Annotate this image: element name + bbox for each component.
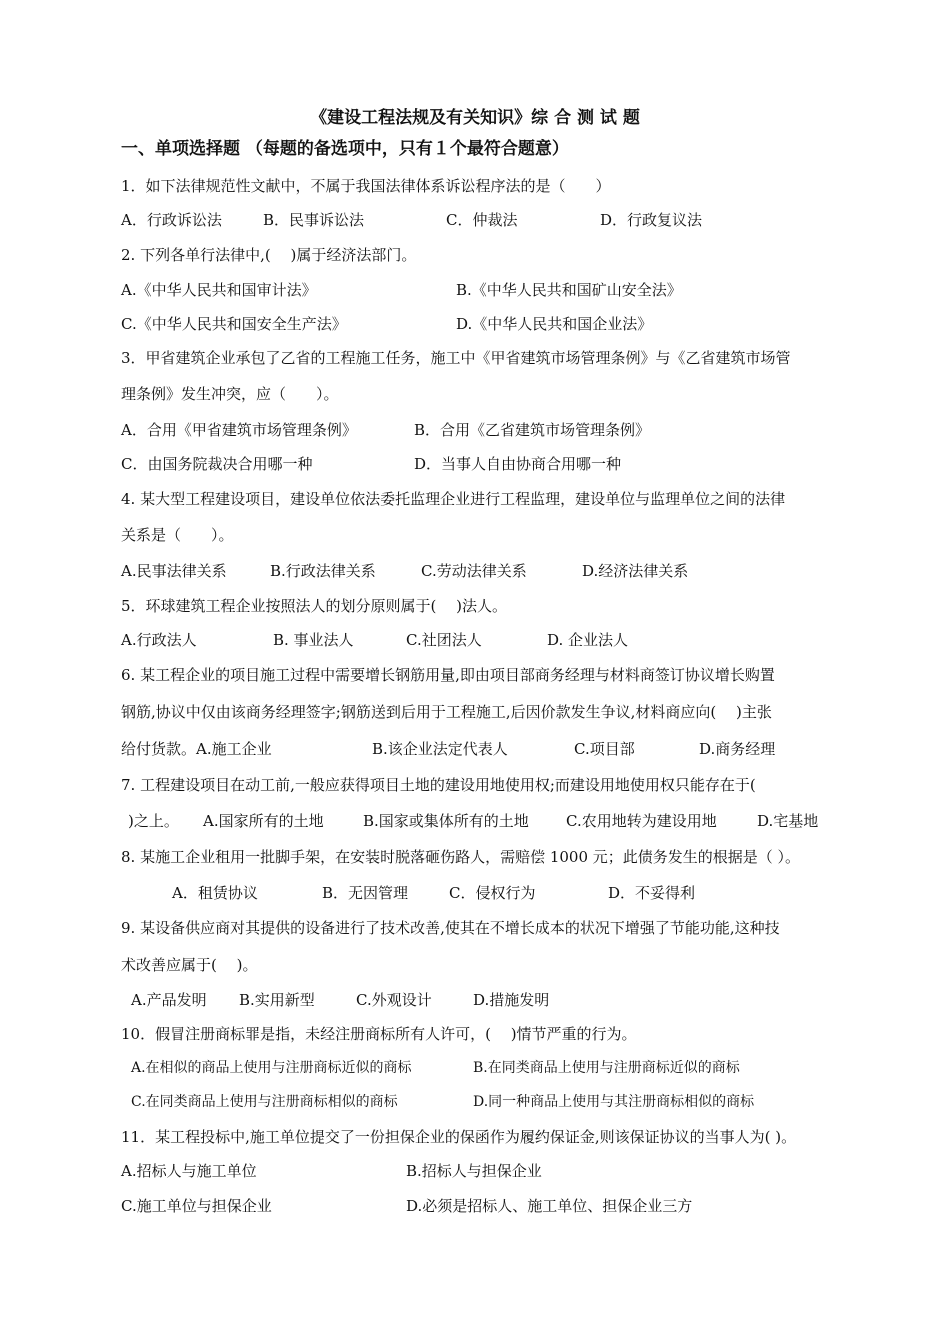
q8-option-a: A．租赁协议 <box>172 884 258 902</box>
q8-option-c: C．侵权行为 <box>449 884 536 902</box>
question-2-stem: 2. 下列各单行法律中,( )属于经济法部门。 <box>121 246 417 264</box>
q1-option-d: D．行政复议法 <box>600 211 703 229</box>
q3-option-a: A．合用《甲省建筑市场管理条例》 <box>121 421 357 439</box>
question-6-stem-line-2: 钢筋,协议中仅由该商务经理签字;钢筋送到后用于工程施工,后因价款发生争议,材料商应向( )主张 <box>121 703 772 721</box>
question-3-stem-line-2: 理条例》发生冲突，应（ ）。 <box>121 385 339 403</box>
q5-option-d: D. 企业法人 <box>547 631 629 649</box>
question-1-stem: 1．如下法律规范性文献中，不属于我国法律体系诉讼程序法的是（ ） <box>121 177 611 195</box>
q9-option-b: B.实用新型 <box>239 991 315 1009</box>
q10-option-a: A.在相似的商品上使用与注册商标近似的商标 <box>131 1060 412 1076</box>
q7-option-d: D.宅基地 <box>757 812 819 830</box>
q5-option-c: C.社团法人 <box>406 631 482 649</box>
q10-option-c: C.在同类商品上使用与注册商标相似的商标 <box>131 1094 398 1110</box>
q2-option-a: A.《中华人民共和国审计法》 <box>121 281 317 299</box>
q11-option-b: B.招标人与担保企业 <box>406 1162 542 1180</box>
q11-option-c: C.施工单位与担保企业 <box>121 1197 272 1215</box>
q2-option-d: D.《中华人民共和国企业法》 <box>456 315 653 333</box>
q6-option-c: C.项目部 <box>574 740 635 758</box>
q4-option-c: C.劳动法律关系 <box>421 562 527 580</box>
q10-option-b: B.在同类商品上使用与注册商标近似的商标 <box>473 1060 740 1076</box>
q6-option-d: D.商务经理 <box>699 740 776 758</box>
q9-option-d: D.措施发明 <box>473 991 550 1009</box>
q5-option-b: B. 事业法人 <box>273 631 354 649</box>
q8-option-d: D．不妥得利 <box>608 884 696 902</box>
question-10-stem: 10．假冒注册商标罪是指，未经注册商标所有人许可，( )情节严重的行为。 <box>121 1025 637 1043</box>
question-6-stem-line-1: 6. 某工程企业的项目施工过程中需要增长钢筋用量,即由项目部商务经理与材料商签订协议增长购置 <box>121 666 775 684</box>
q10-option-d: D.同一种商品上使用与其注册商标相似的商标 <box>473 1094 755 1110</box>
q11-option-d: D.必须是招标人、施工单位、担保企业三方 <box>406 1197 693 1215</box>
q4-option-a: A.民事法律关系 <box>121 562 227 580</box>
q1-option-b: B．民事诉讼法 <box>263 211 365 229</box>
q3-option-b: B．合用《乙省建筑市场管理条例》 <box>414 421 651 439</box>
q5-option-a: A.行政法人 <box>121 631 197 649</box>
q6-option-b: B.该企业法定代表人 <box>372 740 508 758</box>
question-4-stem-line-1: 4. 某大型工程建设项目，建设单位依法委托监理企业进行工程监理，建设单位与监理单位之间的法律 <box>121 490 786 508</box>
q9-option-a: A.产品发明 <box>131 991 207 1009</box>
q6-option-a: A.施工企业 <box>196 740 272 758</box>
question-6-stem-line-3: 给付货款。 <box>121 740 197 758</box>
section-heading: 一、单项选择题 （每题的备选项中，只有１个最符合题意） <box>121 139 569 159</box>
q7-option-a: A.国家所有的土地 <box>203 812 324 830</box>
q3-option-c: C．由国务院裁决合用哪一种 <box>121 455 313 473</box>
q1-option-a: A．行政诉讼法 <box>121 211 222 229</box>
q4-option-d: D.经济法律关系 <box>582 562 689 580</box>
q2-option-c: C.《中华人民共和国安全生产法》 <box>121 315 347 333</box>
q4-option-b: B.行政法律关系 <box>270 562 376 580</box>
q11-option-a: A.招标人与施工单位 <box>121 1162 257 1180</box>
page-title: 《建设工程法规及有关知识》综 合 测 试 题 <box>310 108 640 128</box>
q9-option-c: C.外观设计 <box>356 991 432 1009</box>
q7-option-b: B.国家或集体所有的土地 <box>363 812 529 830</box>
q1-option-c: C．仲裁法 <box>446 211 518 229</box>
question-5-stem: 5．环球建筑工程企业按照法人的划分原则属于( )法人。 <box>121 597 508 615</box>
q8-option-b: B．无因管理 <box>322 884 409 902</box>
q2-option-b: B.《中华人民共和国矿山安全法》 <box>456 281 682 299</box>
question-11-stem: 11．某工程投标中,施工单位提交了一份担保企业的保函作为履约保证金,则该保证协议的当事人为( )。 <box>121 1128 797 1146</box>
q7-option-c: C.农用地转为建设用地 <box>566 812 717 830</box>
question-9-stem-line-1: 9. 某设备供应商对其提供的设备进行了技术改善,使其在不增长成本的状况下增强了节能功能,这种技 <box>121 919 780 937</box>
question-7-stem-line-1: 7. 工程建设项目在动工前,一般应获得项目土地的建设用地使用权;而建设用地使用权只能存在于( <box>121 776 756 794</box>
q3-option-d: D．当事人自由协商合用哪一种 <box>414 455 622 473</box>
question-9-stem-line-2: 术改善应属于( )。 <box>121 956 258 974</box>
question-4-stem-line-2: 关系是（ ）。 <box>121 526 234 544</box>
question-8-stem: 8. 某施工企业租用一批脚手架，在安装时脱落砸伤路人，需赔偿 1000 元；此债务发生的根据是（ ）。 <box>121 848 801 866</box>
question-3-stem-line-1: 3．甲省建筑企业承包了乙省的工程施工任务，施工中《甲省建筑市场管理条例》与《乙省建筑市场管 <box>121 349 791 367</box>
question-7-stem-line-2: )之上。 <box>128 812 179 830</box>
